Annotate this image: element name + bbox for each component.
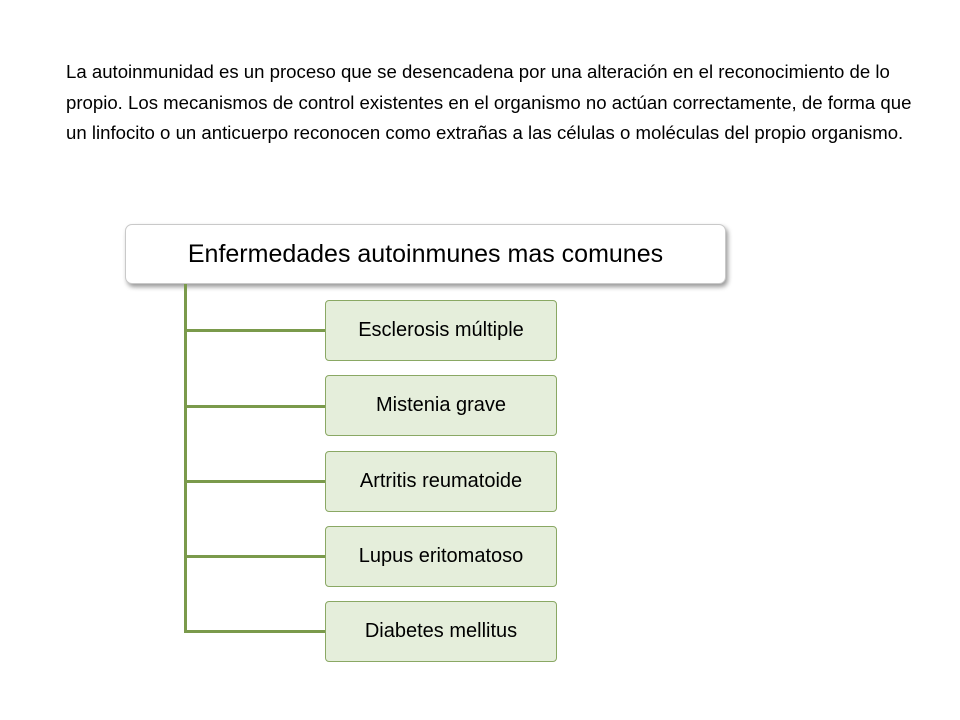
diagram-node-lupus: [325, 526, 557, 587]
diagram-node-artritis: [325, 451, 557, 512]
node-label: Mistenia grave: [375, 394, 507, 416]
node-label: Lupus eritomatoso: [358, 545, 524, 567]
diagram-node-mistenia: [325, 375, 557, 436]
connector-trunk: [184, 284, 187, 632]
diagram-root-node: [125, 224, 726, 284]
intro-paragraph: La autoinmunidad es un proceso que se desencadena por una alteración en el reconocimiento de lo propio. Los mecanismos de control existentes en el organismo no actúan correctamente, de forma que un linfocito o un anticuerpo reconocen como extrañas a las células o moléculas del propio organismo.: [66, 61, 912, 143]
connector-branch-1: [184, 329, 326, 332]
root-node-label: Enfermedades autoinmunes mas comunes: [187, 239, 664, 268]
connector-branch-4: [184, 555, 326, 558]
connector-branch-2: [184, 405, 326, 408]
connector-branch-5: [184, 630, 326, 633]
node-label: Artritis reumatoide: [359, 470, 523, 492]
node-label: Diabetes mellitus: [364, 620, 518, 642]
node-label: Esclerosis múltiple: [358, 319, 524, 341]
connector-branch-3: [184, 480, 326, 483]
diagram-node-diabetes: [325, 601, 557, 662]
diagram-node-esclerosis: [325, 300, 557, 361]
